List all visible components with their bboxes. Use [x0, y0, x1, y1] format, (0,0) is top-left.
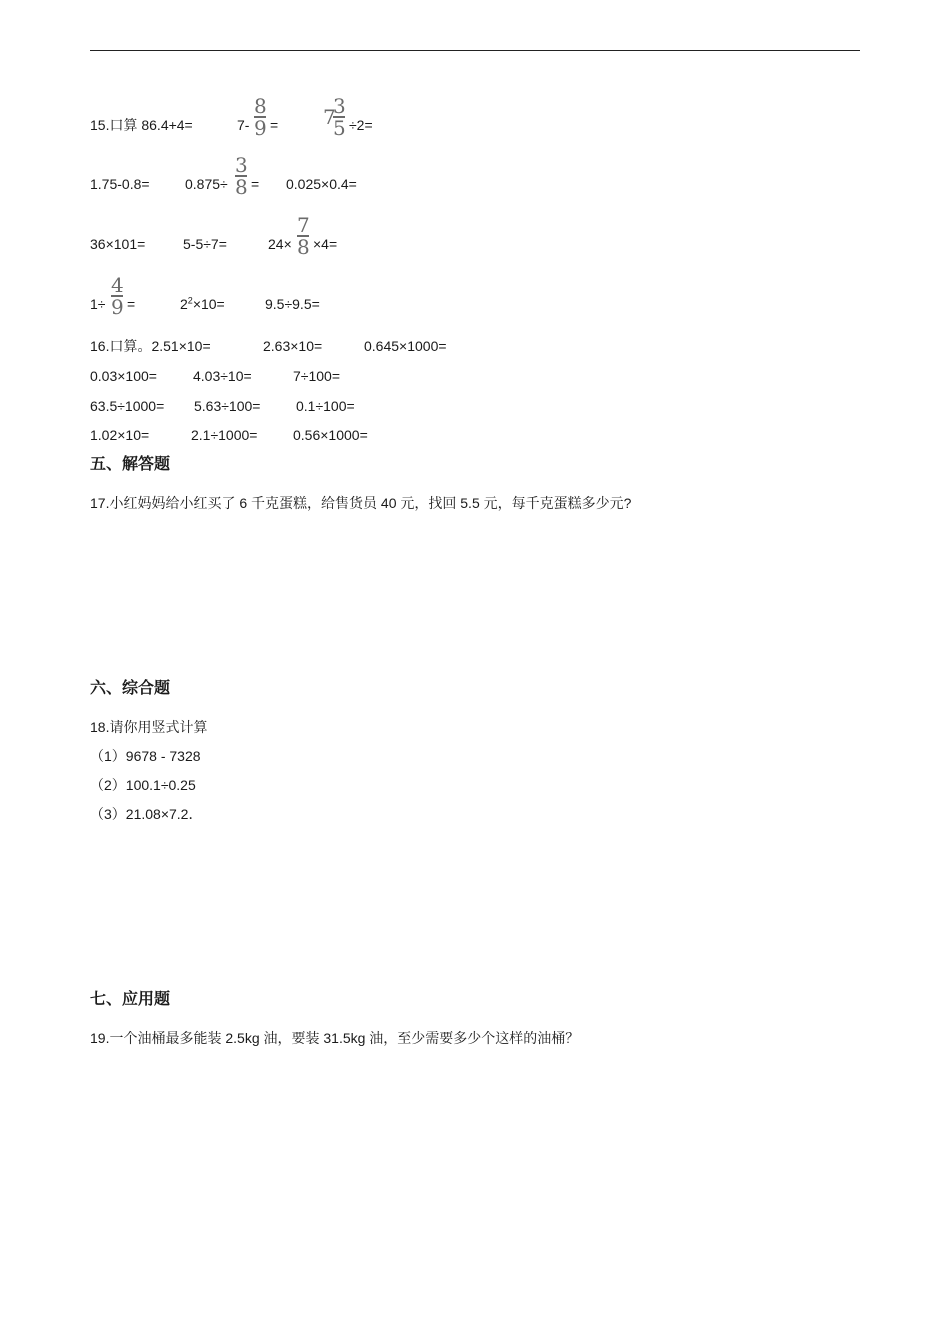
power-exponent: 2 — [187, 295, 193, 306]
question-19: 19.一个油桶最多能装 2.5kg 油，要装 31.5kg 油，至少需要多少个这样的油桶？ — [90, 1030, 580, 1046]
fraction-numerator: 4 — [111, 273, 124, 297]
q16-row2-b: 4.03÷10= — [193, 368, 252, 384]
question-18-item-1: （1）9678 - 7328 — [90, 748, 201, 764]
q16-row4-c: 0.56×1000= — [293, 427, 368, 443]
fraction-denominator: 9 — [254, 116, 267, 140]
q16-row3-b: 5.63÷100= — [194, 398, 261, 414]
q15-row3-expr-a: 36×101= — [90, 236, 146, 252]
q15-row2-expr-b-suffix: = — [251, 176, 260, 192]
q16-row1-a: 16.口算。2.51×10= — [90, 338, 211, 354]
q16-row3-a: 63.5÷1000= — [90, 398, 165, 414]
power-base: 2 — [180, 296, 188, 312]
q15-row4-expr-a-suffix: = — [127, 296, 136, 312]
question-18: 18.请你用竖式计算 — [90, 719, 208, 735]
q15-row4-expr-a-prefix: 1÷ — [90, 296, 106, 312]
section-heading-5: 五、解答题 — [90, 456, 171, 473]
q15-row1-expr-c-suffix: ÷2= — [349, 117, 373, 133]
fraction-8-9 — [254, 94, 267, 140]
fraction-denominator: 9 — [111, 295, 124, 319]
fraction-denominator: 8 — [235, 175, 248, 199]
q15-row2-expr-c: 0.025×0.4= — [286, 176, 357, 192]
q15-row3-expr-c-prefix: 24× — [268, 236, 292, 252]
q16-row2-a: 0.03×100= — [90, 368, 157, 384]
fraction-3-5 — [333, 94, 346, 140]
question-17: 17.小红妈妈给小红买了 6 千克蛋糕，给售货员 40 元，找回 5.5 元，每千克蛋糕多少元? — [90, 495, 632, 511]
fraction-3-8 — [235, 153, 248, 199]
q15-row1-expr-b-suffix: = — [270, 117, 279, 133]
q15-row3-expr-b: 5-5÷7= — [183, 236, 227, 252]
q15-row2-expr-a: 1.75-0.8= — [90, 176, 150, 192]
fraction-4-9 — [111, 273, 124, 319]
q15-row3-expr-c-suffix: ×4= — [313, 236, 338, 252]
fraction-denominator: 8 — [297, 235, 310, 259]
power-rest: ×10= — [192, 296, 225, 312]
section-heading-6: 六、综合题 — [90, 680, 171, 697]
fraction-numerator: 7 — [297, 213, 310, 237]
fraction-numerator: 3 — [235, 153, 248, 177]
q15-row4-expr-c: 9.5÷9.5= — [265, 296, 320, 312]
fraction-numerator: 8 — [254, 94, 267, 118]
q16-row2-c: 7÷100= — [293, 368, 341, 384]
header-rule — [90, 50, 860, 51]
q15-row1-expr-b-prefix: 7- — [237, 117, 250, 133]
question-18-item-2: （2）100.1÷0.25 — [90, 777, 196, 793]
q16-row3-c: 0.1÷100= — [296, 398, 355, 414]
q15-row2-expr-b-prefix: 0.875÷ — [185, 176, 228, 192]
q16-row4-b: 2.1÷1000= — [191, 427, 258, 443]
fraction-numerator: 3 — [333, 94, 346, 118]
section-heading-7: 七、应用题 — [90, 991, 171, 1008]
question-18-item-3: （3）21.08×7.2． — [90, 806, 203, 822]
q16-row4-a: 1.02×10= — [90, 427, 150, 443]
q16-row1-b: 2.63×10= — [263, 338, 323, 354]
q15-row1-expr-a: 15.口算 86.4+4= — [90, 117, 193, 133]
mixed-number-whole: 7 — [323, 105, 336, 129]
fraction-denominator: 5 — [333, 116, 346, 140]
q15-row4-expr-b — [180, 294, 225, 314]
fraction-7-8 — [297, 213, 310, 259]
q16-row1-c: 0.645×1000= — [364, 338, 447, 354]
